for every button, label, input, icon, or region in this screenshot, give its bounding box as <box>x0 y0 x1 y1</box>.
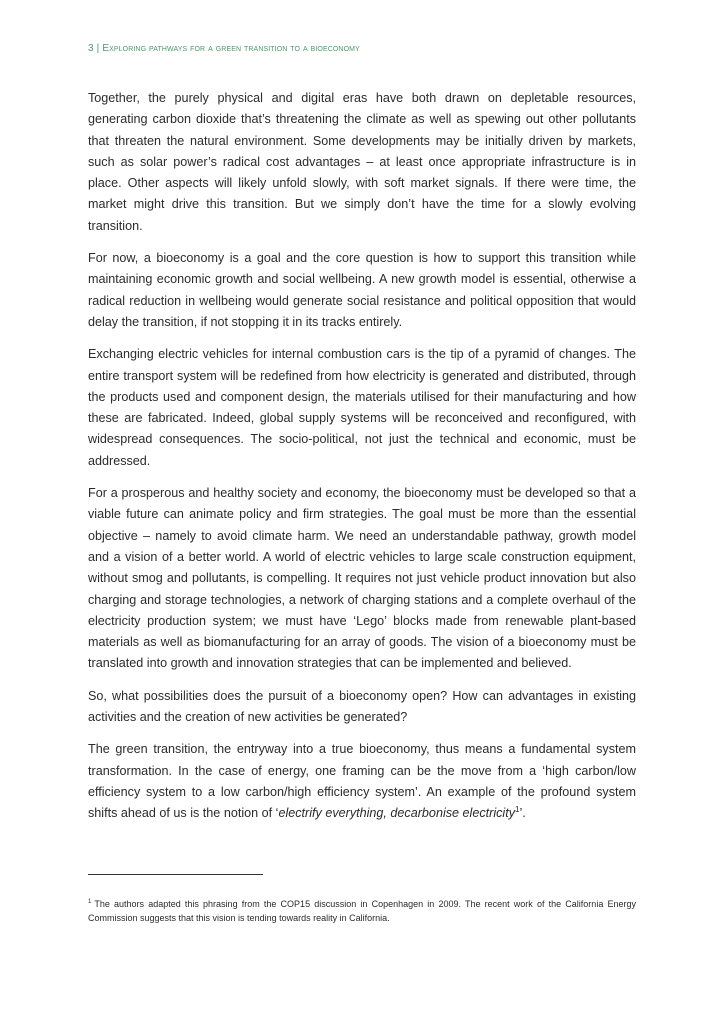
paragraph-4: For a prosperous and healthy society and economy, the bioeconomy must be developed so that a viable future can animate policy and firm strategies. The goal must be more than the essential objective – namely to avoid climate harm. We need an understandable pathway, growth model and a vision of a better world. A world of electric vehicles to large scale construction equipment, without smog and pollutants, is compelling. It requires not just vehicle product innovation but also charging and storage technologies, a network of charging stations and a complete overhaul of the electricity production system; we must have ‘Lego’ blocks made from renewable plant-based materials as well as biomanufacturing for an array of goods. The vision of a bioeconomy must be translated into growth and innovation strategies that can be implemented and believed. <box>88 486 636 671</box>
paragraph-5: So, what possibilities does the pursuit of a bioeconomy open? How can advantages in existing activities and the creation of new activities be generated? <box>88 688 636 725</box>
footnote-text: The authors adapted this phrasing from the COP15 discussion in Copenhagen in 2009. The recent work of the California Energy Commission suggests that this vision is tending towards reality in California. <box>88 899 636 923</box>
running-header <box>88 43 360 54</box>
emphasis-quote: electrify everything, decarbonise electricity <box>278 806 516 821</box>
page-number: 3 <box>88 43 94 54</box>
body-text <box>88 88 636 836</box>
paragraph-6-text: The green transition, the entryway into a true bioeconomy, thus means a fundamental system transformation. In the case of energy, one framing can be the move from a ‘high carbon/low efficiency system to a low carbon/high efficiency system’. An example of the profound system shifts ahead of us is the notion of <box>88 742 636 821</box>
footnote-reference[interactable]: 1 <box>515 805 520 815</box>
paragraph-6 <box>88 739 636 824</box>
footnote-divider <box>88 874 263 875</box>
paragraph-3: Exchanging electric vehicles for internal combustion cars is the tip of a pyramid of changes. The entire transport system will be redefined from how electricity is generated and distributed, through the products used and component design, the materials utilised for their manufacturing and how these are fabricated. Indeed, global supply systems will be reconceived and reconfigured, with widespread consequences. The socio-political, not just the technical and economic, must be addressed. <box>88 347 636 468</box>
footnote-marker: 1 <box>88 899 92 905</box>
quote-close: ’. <box>519 806 526 821</box>
paragraph-2: For now, a bioeconomy is a goal and the core question is how to support this transition while maintaining economic growth and social wellbeing. A new growth model is essential, otherwise a radical reduction in wellbeing would generate social resistance and political opposition that would delay the transition, if not stopping it in its tracks entirely. <box>88 251 636 329</box>
paragraph-1: Together, the purely physical and digital eras have both drawn on depletable resources, generating carbon dioxide that’s threatening the climate as well as spewing out other pollutants that threaten the natural environment. Some developments may be initially driven by markets, such as solar power’s radical cost advantages – at least once appropriate infrastructure is in place. Other aspects will likely unfold slowly, with soft market signals. If there were time, the market might drive this transition. But we simply don’t have the time for a slowly evolving transition. <box>88 91 636 233</box>
header-separator: | <box>96 43 100 54</box>
quote-open: ‘ <box>272 806 279 821</box>
header-title: Exploring pathways for a green transition to a bioeconomy <box>102 43 360 54</box>
footnote <box>88 897 636 925</box>
